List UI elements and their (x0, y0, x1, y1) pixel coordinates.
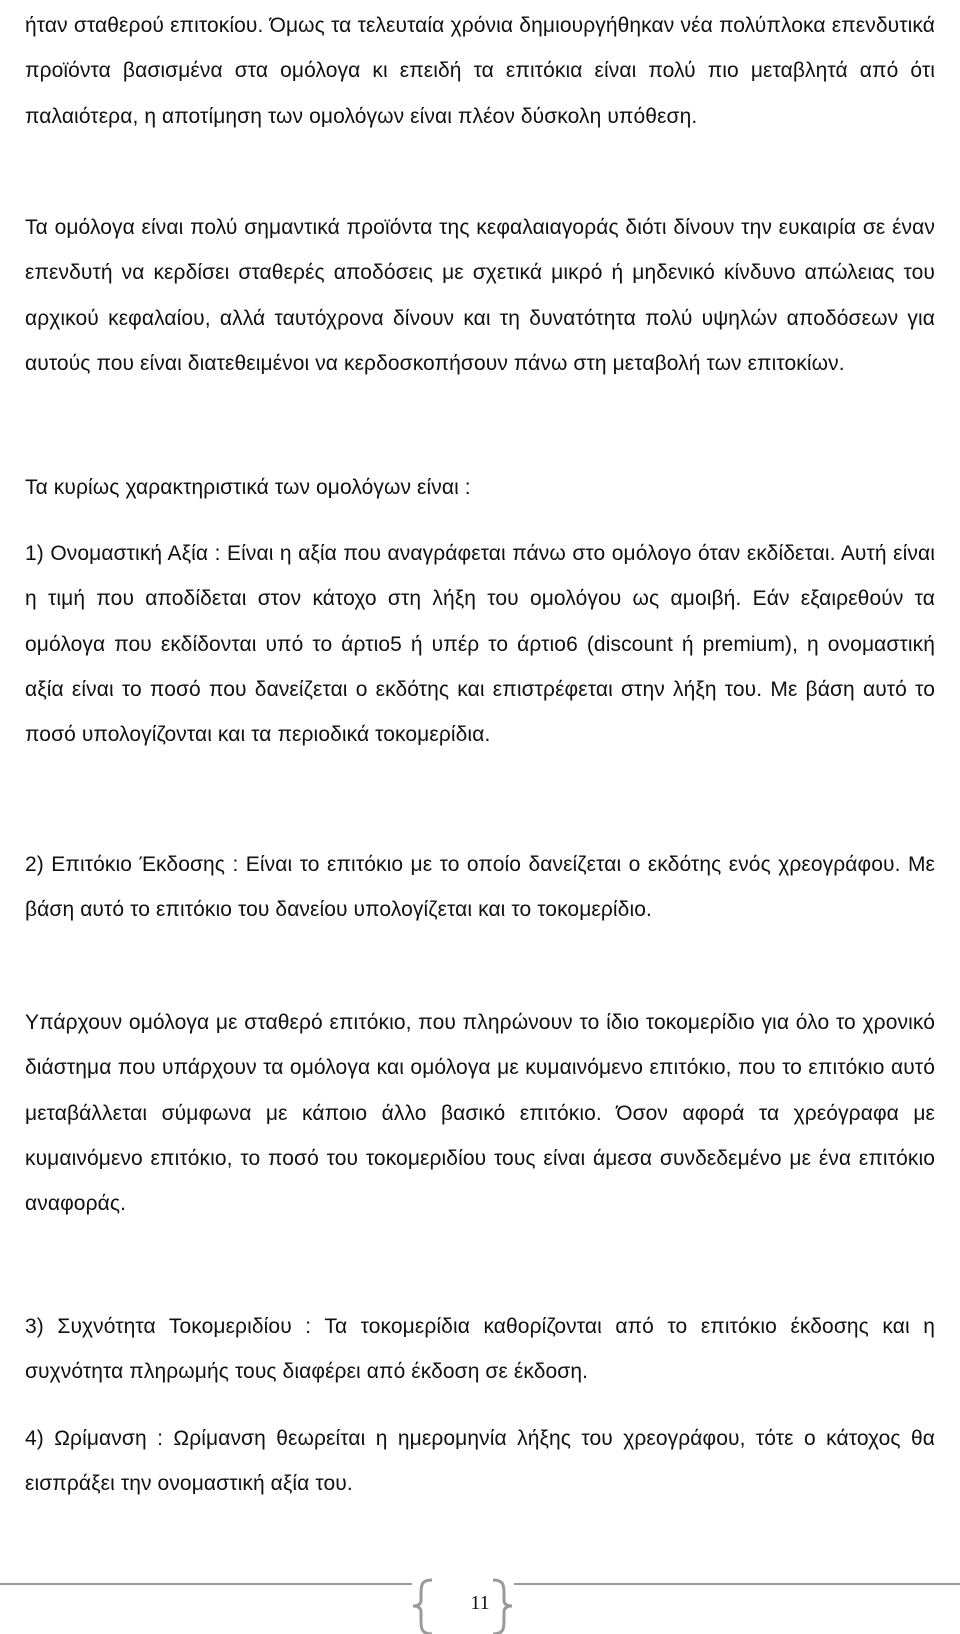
page-footer (0, 1578, 960, 1634)
paragraph-nominal-value: 1) Ονομαστική Αξία : Είναι η αξία που αναγράφεται πάνω στο ομόλογο όταν εκδίδεται. Αυτή είναι η τιμή που αποδίδεται στον κάτοχο στη λήξη του ομολόγου ως αμοιβή. Εάν εξαιρεθούν τα ομόλογα που εκδίδονται υπό το άρτιο5 ή υπέρ το άρτιο6 (discount ή premium), η ονομαστική αξία είναι το ποσό που δανείζεται ο εκδότης και επιστρέφεται στην λήξη του. Με βάση αυτό το ποσό υπολογίζονται και τα περιοδικά τοκομερίδια. (25, 542, 935, 747)
paragraph-bond-valuation: ήταν σταθερού επιτοκίου. Όμως τα τελευταία χρόνια δημιουργήθηκαν νέα πολύπλοκα επενδυτικά προϊόντα βασισμένα στα ομόλογα κι επειδή τα επιτόκια είναι πολύ πιο μεταβλητά από ότι παλαιότερα, η αποτίμηση των ομολόγων είναι πλέον δύσκολη υπόθεση. (25, 14, 935, 128)
page-number: 11 (470, 1592, 490, 1614)
paragraph-coupon-frequency: 3) Συχνότητα Τοκομεριδίου : Τα τοκομερίδια καθορίζονται από το επιτόκιο έκδοσης και η συχνότητα πληρωμής τους διαφέρει από έκδοση σε έκδοση. (25, 1315, 935, 1384)
paragraph-bond-importance: Τα ομόλογα είναι πολύ σημαντικά προϊόντα της κεφαλαιαγοράς διότι δίνουν την ευκαιρία σε έναν επενδυτή να κερδίσει σταθερές αποδόσεις με σχετικά μικρό ή μηδενικό κίνδυνο απώλειας του αρχικού κεφαλαίου, αλλά ταυτόχρονα δίνουν και τη δυνατότητα πολύ υψηλών αποδόσεων για αυτούς που είναι διατεθειμένοι να κερδοσκοπήσουν πάνω στη μεταβολή των επιτοκίων. (25, 216, 935, 375)
paragraph-fixed-floating-rate: Υπάρχουν ομόλογα με σταθερό επιτόκιο, που πληρώνουν το ίδιο τοκομερίδιο για όλο το χρονικό διάστημα που υπάρχουν τα ομόλογα και ομόλογα με κυμαινόμενο επιτόκιο, που το επιτόκιο αυτό μεταβάλλεται σύμφωνα με κάποιο άλλο βασικό επιτόκιο. Όσον αφορά τα χρεόγραφα με κυμαινόμενο επιτόκιο, το ποσό του τοκομεριδίου τους είναι άμεσα συνδεδεμένο με ένα επιτόκιο αναφοράς. (25, 1011, 935, 1216)
paragraph-issue-rate: 2) Επιτόκιο Έκδοσης : Είναι το επιτόκιο με το οποίο δανείζεται ο εκδότης ενός χρεογράφου. Με βάση αυτό το επιτόκιο του δανείου υπολογίζεται και το τοκομερίδιο. (25, 853, 935, 922)
paragraph-maturity: 4) Ωρίμανση : Ωρίμανση θεωρείται η ημερομηνία λήξης του χρεογράφου, τότε ο κάτοχος θα εισπράξει την ονομαστική αξία του. (25, 1427, 935, 1496)
paragraph-characteristics-intro: Τα κυρίως χαρακτηριστικά των ομολόγων είναι : (25, 476, 471, 499)
